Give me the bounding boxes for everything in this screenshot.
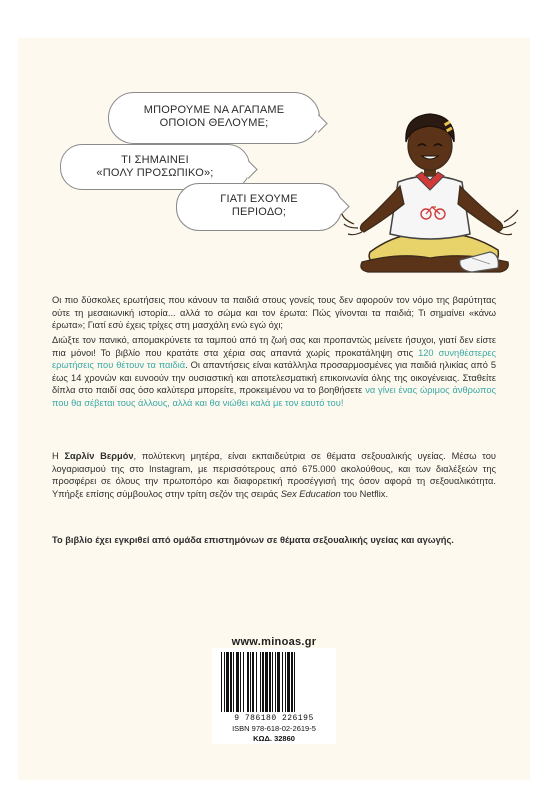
author-bio-paragraph [52, 450, 496, 500]
speech-bubble-period [176, 183, 342, 231]
barcode-bar [260, 652, 261, 712]
description-paragraph [52, 334, 496, 409]
barcode-bar [221, 652, 222, 712]
bubble-line: «ΠΟΛΥ ΠΡΟΣΩΠΙΚΟ»; [96, 167, 214, 179]
barcode-area [212, 648, 336, 744]
description-text: Διώξτε τον πανικό, απομακρύνετε τα ταμπού από τη ζωή σας και προπαντώς μείνετε ήσυχοι, γιατί δεν είστε πια μόνοι! Το βιβλίο που κρατάτε στα χέρια σας απαντά χωρίς προκατάληψη στις [52, 335, 496, 358]
barcode-bar [226, 652, 229, 712]
bubble-line: ΓΙΑΤΙ ΕΧΟΥΜΕ [220, 193, 298, 205]
barcode-bar [224, 652, 225, 712]
barcode-bar [230, 652, 232, 712]
barcode-bar [252, 652, 254, 712]
intro-paragraph: Οι πιο δύσκολες ερωτήσεις που κάνουν τα παιδιά στους γονείς τους δεν αφορούν τον νόμο της βαρύτητας ούτε τη μεσαιωνική ιστορία... αλλά το σώμα και τον έρωτα: Πώς γίνονται τα παιδιά; Τι σημαίνει «κάνω έρωτα»; Γιατί εσύ έχεις τρίχες στη μασχάλη ενώ εγώ όχι; [52, 295, 496, 330]
barcode-bar [294, 652, 295, 712]
book-back-cover [18, 38, 530, 780]
author-name: Σαρλίν Βερμόν [64, 451, 134, 461]
bubble-line: ΟΠΟΙΟΝ ΘΕΛΟΥΜΕ; [159, 117, 269, 129]
bio-text: , πολύτεκνη μητέρα, είναι εκπαιδεύτρια σε θέματα σεξουαλικής υγείας. Μέσω του λογαριασμού της στο Instagram, με περισσότερους από 675.000 ακολούθους, και των διαλέξεών της προσφέρει σε όλους την πρωτοπόρο και διαφορετική προσέγγισή της όσον αφορά τη σεξουαλικότητα. Υπήρξε επίσης σύμβουλος στην τρίτη σεζόν της σειράς [52, 451, 496, 499]
bubble-line: ΜΠΟΡΟΥΜΕ ΝΑ ΑΓΑΠΑΜΕ [143, 104, 285, 116]
barcode-bar [236, 652, 239, 712]
barcode-bar [240, 652, 241, 712]
highlight-questions: 120 συνηθέστερες ερωτήσεις που θέτουν τα παιδιά [52, 347, 496, 370]
barcode-bar [256, 652, 257, 712]
barcode-bar [285, 652, 286, 712]
barcode-bar [243, 652, 244, 712]
barcode-bar [272, 652, 273, 712]
isbn-label: ISBN 978-618-02-2619-5 [232, 724, 316, 733]
barcode-bar [269, 652, 271, 712]
bubble-line: ΠΕΡΙΟΔΟ; [231, 206, 287, 218]
barcode-bar [291, 652, 293, 712]
barcode-bar [275, 652, 276, 712]
bio-text: του Netflix. [340, 488, 389, 499]
character-illustration [340, 112, 520, 282]
barcode-bar [287, 652, 290, 712]
speech-bubble-love [108, 92, 320, 144]
highlight-goal: να γίνει ένας ώριμος άνθρωπος που θα σέβεται τους άλλους, αλλά και θα νιώθει καλά με τον εαυτό του! [52, 385, 496, 408]
bubble-line: ΤΙ ΣΗΜΑΙΝΕΙ [121, 154, 189, 166]
barcode-number: 9 786180 226195 [234, 714, 314, 723]
barcode-bar [247, 652, 249, 712]
bio-text: Η [52, 451, 65, 461]
barcode-bar [277, 652, 280, 712]
product-code: ΚΩΔ. 32860 [253, 734, 295, 743]
barcode-bar [233, 652, 234, 712]
barcode-bar [282, 652, 283, 712]
publisher-website[interactable]: www.minoas.gr [231, 636, 317, 648]
barcode-bar [265, 652, 268, 712]
approval-note: Το βιβλίο έχει εγκριθεί από ομάδα επιστημόνων σε θέματα σεξουαλικής υγείας και αγωγής. [52, 535, 454, 545]
barcode-bar [262, 652, 264, 712]
barcode-bar [250, 652, 251, 712]
show-title: Sex Education [280, 488, 341, 499]
barcode-image [219, 652, 329, 714]
description-text: . Οι απαντήσεις είναι κατάλληλα προσαρμοσμένες για παιδιά ηλικίας από 5 έως 14 χρονών και ευνοούν την ουσιαστική και αποτελεσματική επικοινωνία όλης της οικογένειας. Σταθείτε δίπλα στο παιδί σας όσο καλύτερα μπορείτε, προκειμένου να το βοηθήσετε [52, 360, 496, 395]
